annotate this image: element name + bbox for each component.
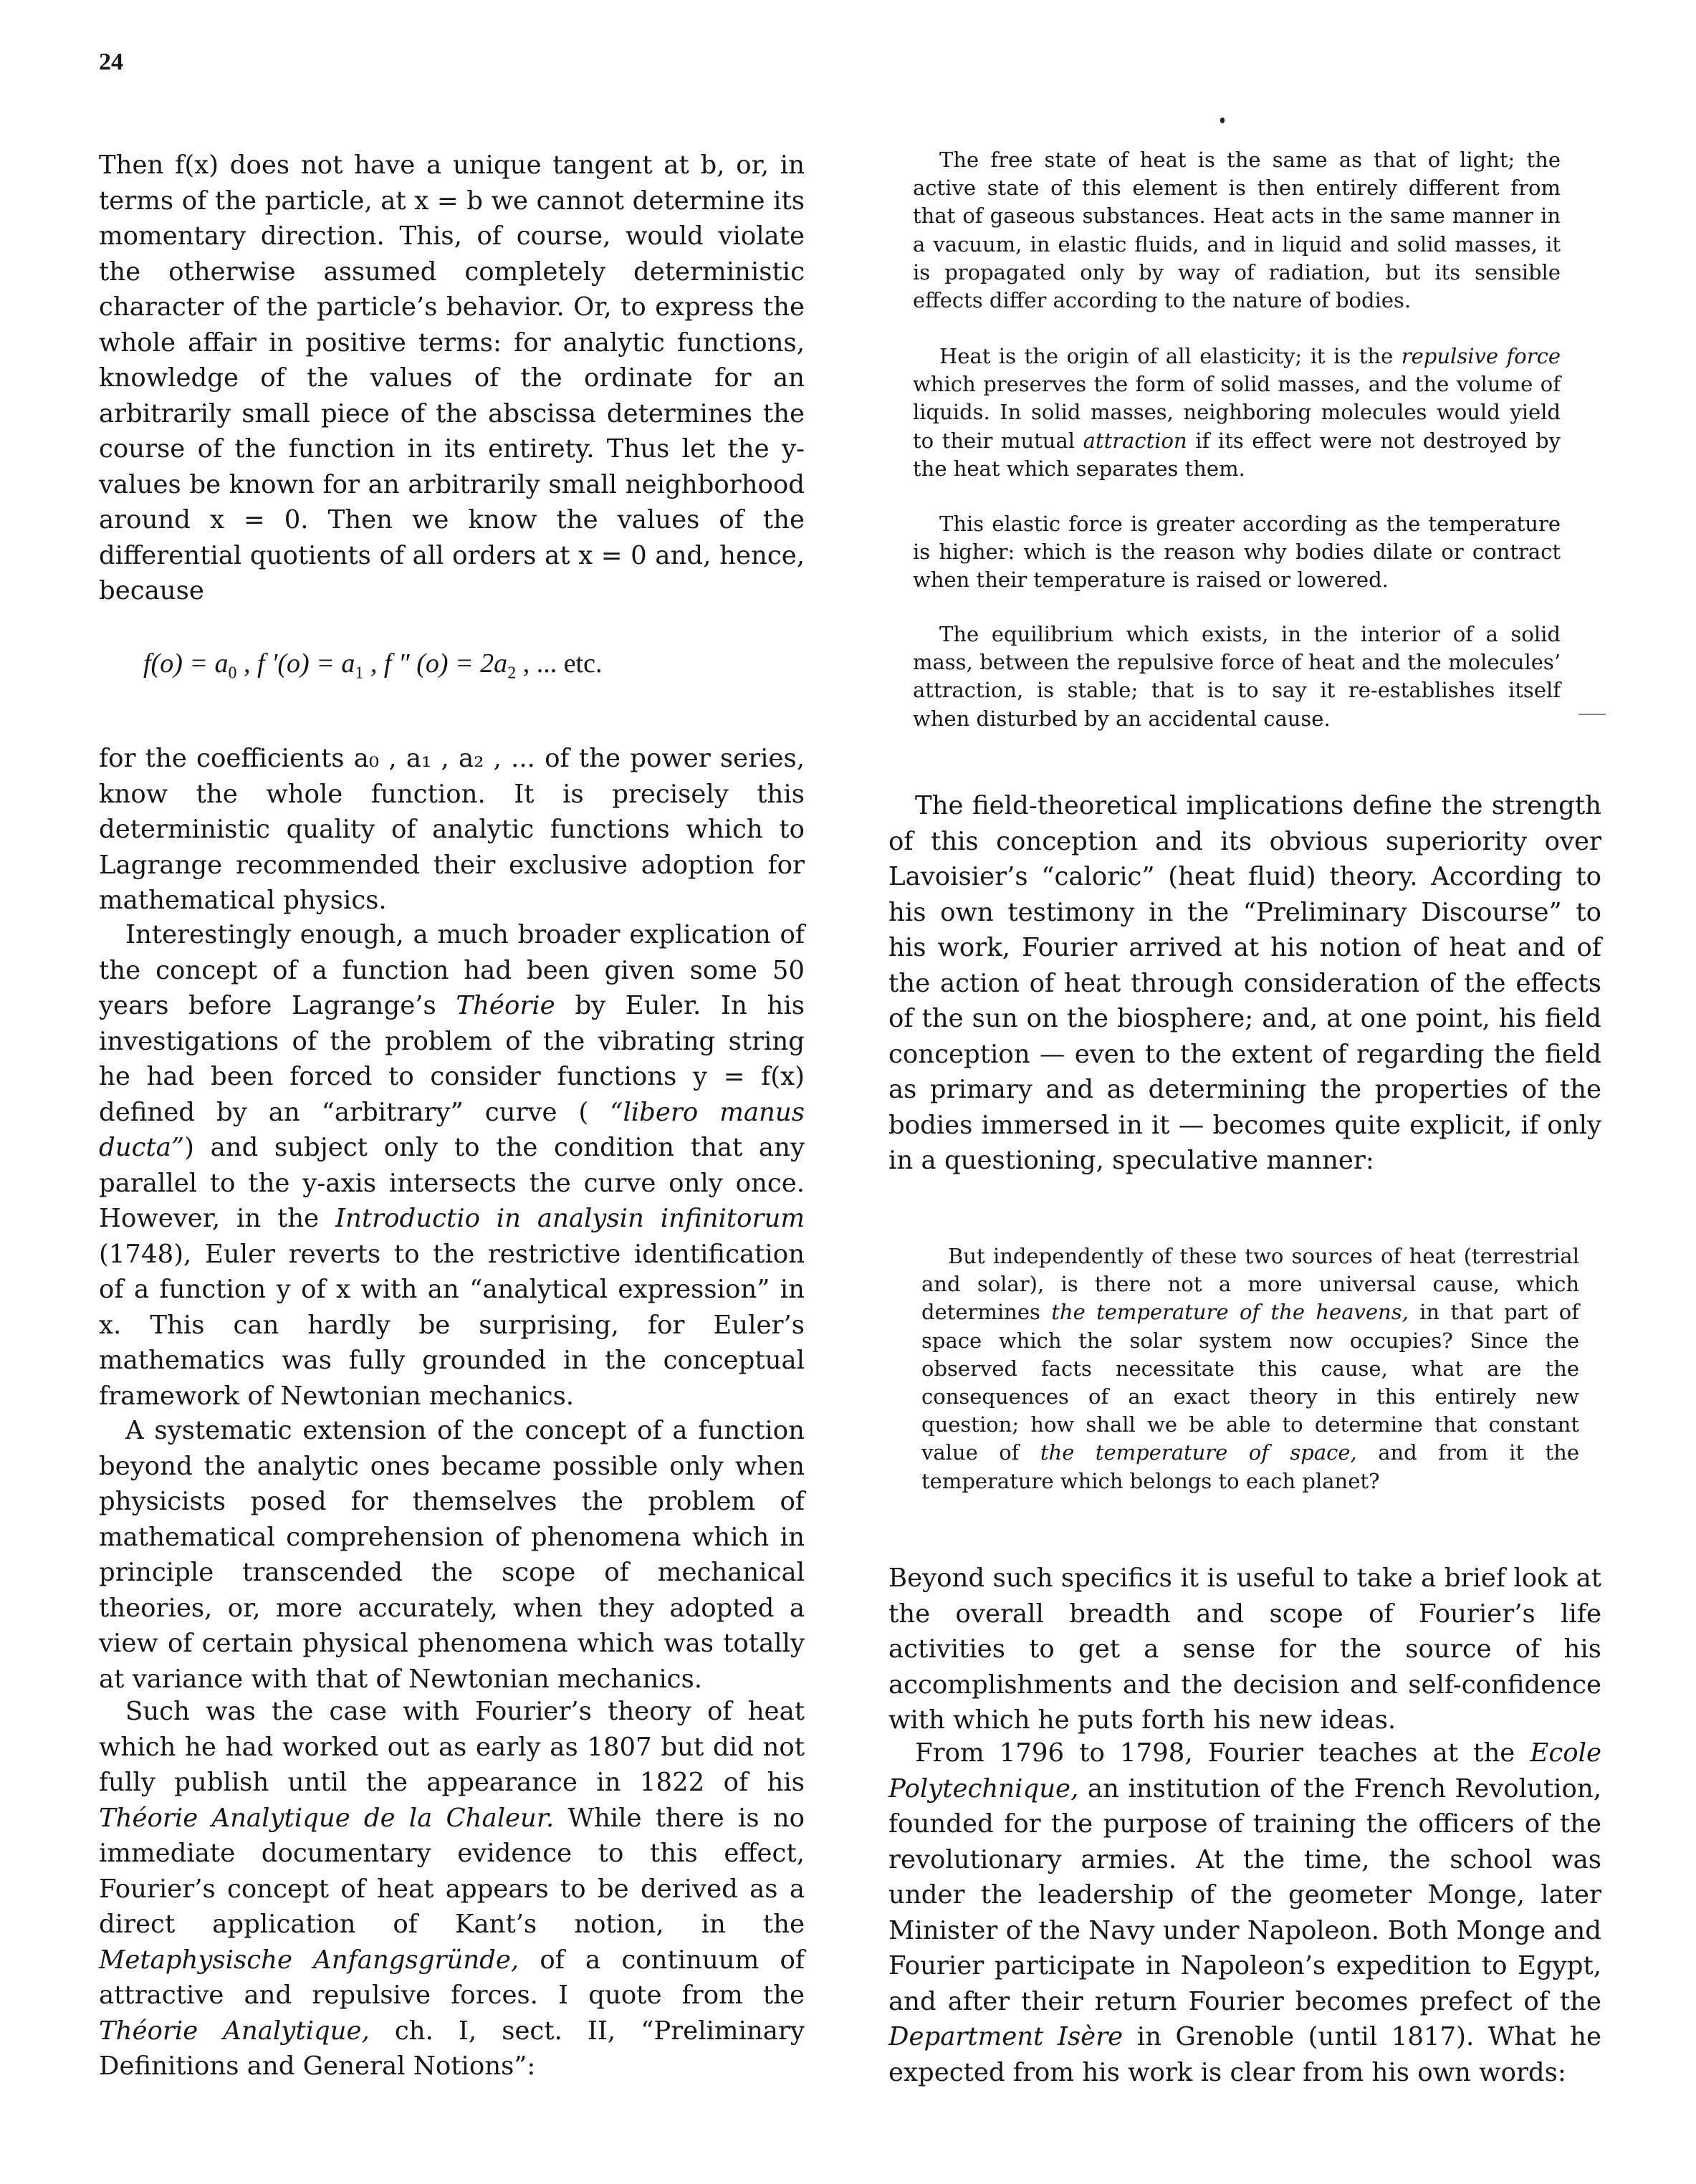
page-number: 24 xyxy=(99,49,123,75)
italic-temperature-space: the temperature of space, xyxy=(1040,1440,1357,1465)
left-paragraph-2: for the coefficients a₀ , a₁ , a₂ , ... of the power series, know the whole function. It is precisely this deterministic quality of analytic functions which to Lagrange recommended their exclusive adoption for mathematical physics. xyxy=(99,744,805,915)
right-paragraph-3: From 1796 to 1798, Fourier teaches at the Ecole Polytechnique, an institution of the French Revolution, founded for the purpose of training the officers of the revolutionary armies. At the time, the school was under the leadership of the geometer Monge, later Minister of the Navy under Napoleon. Both Monge and Fourier participate in Napoleon’s expedition to Egypt, and after their return Fourier becomes prefect of the Department Isère in Grenoble (until 1817). What he expected from his work is clear from his own words: xyxy=(888,1738,1601,2087)
right-paragraph-2: Beyond such specifics it is useful to take a brief look at the overall breadth and scope of Fourier’s life activities to get a sense for the source of his accomplishments and the decision and self-confidence with which he puts forth his new ideas. xyxy=(888,1563,1601,1735)
italic-introductio: Introductio in analysin infinitorum xyxy=(335,1204,805,1233)
quote-1: The free state of heat is the same as that of light; the active state of this element is then entirely different from that of gaseous substances. Heat acts in the same manner in a vacuum, in elastic fluids, and in liquid and solid masses, it is propagated only by way of radiation, but its sensible effects differ according to the nature of bodies. xyxy=(913,148,1561,313)
print-speck xyxy=(1220,118,1225,123)
italic-ecole-polytechnique: Ecole Polytechnique, xyxy=(888,1738,1601,1804)
italic-metaphysische: Metaphysische Anfangsgründe, xyxy=(99,1945,519,1975)
italic-theorie-analytique: Théorie Analytique, xyxy=(99,2016,370,2046)
quote-5: But independently of these two sources of heat (terrestrial and solar), is there not a more universal cause, which determines the temperature of the heavens, in that part of space which the solar system now occupies? Since the observed facts necessitate this cause, what are the consequences of an exact theory in this entirely new question; how shall we be able to determine that constant value of the temperature of space, and from it the temperature which belongs to each planet? xyxy=(921,1244,1580,1493)
italic-department-isere: Department Isère xyxy=(888,2022,1124,2051)
margin-mark xyxy=(1578,714,1606,715)
left-paragraph-5: Such was the case with Fourier’s theory of heat which he had worked out as early as 1807 but did not fully publish until the appearance in 1822 of his Théorie Analytique de la Chaleur. While there is no immediate documentary evidence to this effect, Fourier’s concept of heat appears to be derived as a direct application of Kant’s notion, in the Metaphysische Anfangsgründe, of a continuum of attractive and repulsive forces. I quote from the Théorie Analytique, ch. I, sect. II, “Preliminary Definitions and General Notions”: xyxy=(99,1697,805,2081)
right-paragraph-1: The field-theoretical implications define the strength of this conception and its obvious superiority over Lavoisier’s “caloric” (heat fluid) theory. According to his own testimony in the “Preliminary Discourse” to his work, Fourier arrived at his notion of heat and of the action of heat through consideration of the effects of the sun on the biosphere; and, at one point, his field conception — even to the extent of regarding the field as primary and as determining the properties of the bodies immersed in it — becomes quite explicit, if only in a questioning, speculative manner: xyxy=(888,791,1601,1175)
left-paragraph-1: Then f(x) does not have a unique tangent at b, or, in terms of the particle, at x = b we cannot determine its momentary direction. This, of course, would violate the otherwise assumed completely deterministic character of the particle’s behavior. Or, to express the whole affair in positive terms: for analytic functions, knowledge of the values of the ordinate for an arbitrarily small piece of the abscissa determines the course of the function in its entirety. Thus let the y-values be known for an arbitrarily small neighborhood around x = 0. Then we know the values of the differential quotients of all orders at x = 0 and, hence, because xyxy=(99,150,805,605)
italic-libero-manus: “libero manus ducta” xyxy=(99,1097,805,1162)
quote-3: This elastic force is greater according as the temperature is higher: which is the reason why bodies dilate or contract when their temperature is raised or lowered. xyxy=(913,512,1561,593)
italic-temperature-heavens: the temperature of the heavens, xyxy=(1051,1300,1409,1325)
quote-4: The equilibrium which exists, in the interior of a solid mass, between the repulsive force of heat and the molecules’ attraction, is stable; that is to say it re-establishes itself when disturbed by an accidental cause. xyxy=(913,622,1561,731)
left-paragraph-3: Interestingly enough, a much broader explication of the concept of a function had been given some 50 years before Lagrange’s Théorie by Euler. In his investigations of the problem of the vibrating string he had been forced to consider functions y = f(x) defined by an “arbitrary” curve ( “libero manus ducta”) and subject only to the condition that any parallel to the y-axis intersects the curve only once. However, in the Introductio in analysin infinitorum (1748), Euler reverts to the restrictive identification of a function y of x with an “analytical expression” in x. This can hardly be surprising, for Euler’s mathematics was fully grounded in the conceptual framework of Newtonian mechanics. xyxy=(99,920,805,1411)
left-paragraph-4: A systematic extension of the concept of a function beyond the analytic ones became possible only when physicists posed for themselves the problem of mathematical comprehension of phenomena which in principle transcended the scope of mechanical theories, or, more accurately, when they adopted a view of certain physical phenomena which was totally at variance with that of Newtonian mechanics. xyxy=(99,1416,805,1694)
quote-2: Heat is the origin of all elasticity; it is the repulsive force which preserves the form of solid masses, and the volume of liquids. In solid masses, neighboring molecules would yield to their mutual attraction if its effect were not destroyed by the heat which separates them. xyxy=(913,344,1561,481)
italic-repulsive-force: repulsive force xyxy=(1401,344,1561,368)
power-series-formula: $f(o) = a_0$ , f $'(o) = a_1$ , f ″ $(o) = 2a_2$ , ... etc. xyxy=(143,648,603,683)
italic-theorie: Théorie xyxy=(456,991,555,1020)
italic-attraction: attraction xyxy=(1083,428,1187,453)
italic-theorie-analytique-chaleur: Théorie Analytique de la Chaleur. xyxy=(99,1803,555,1833)
